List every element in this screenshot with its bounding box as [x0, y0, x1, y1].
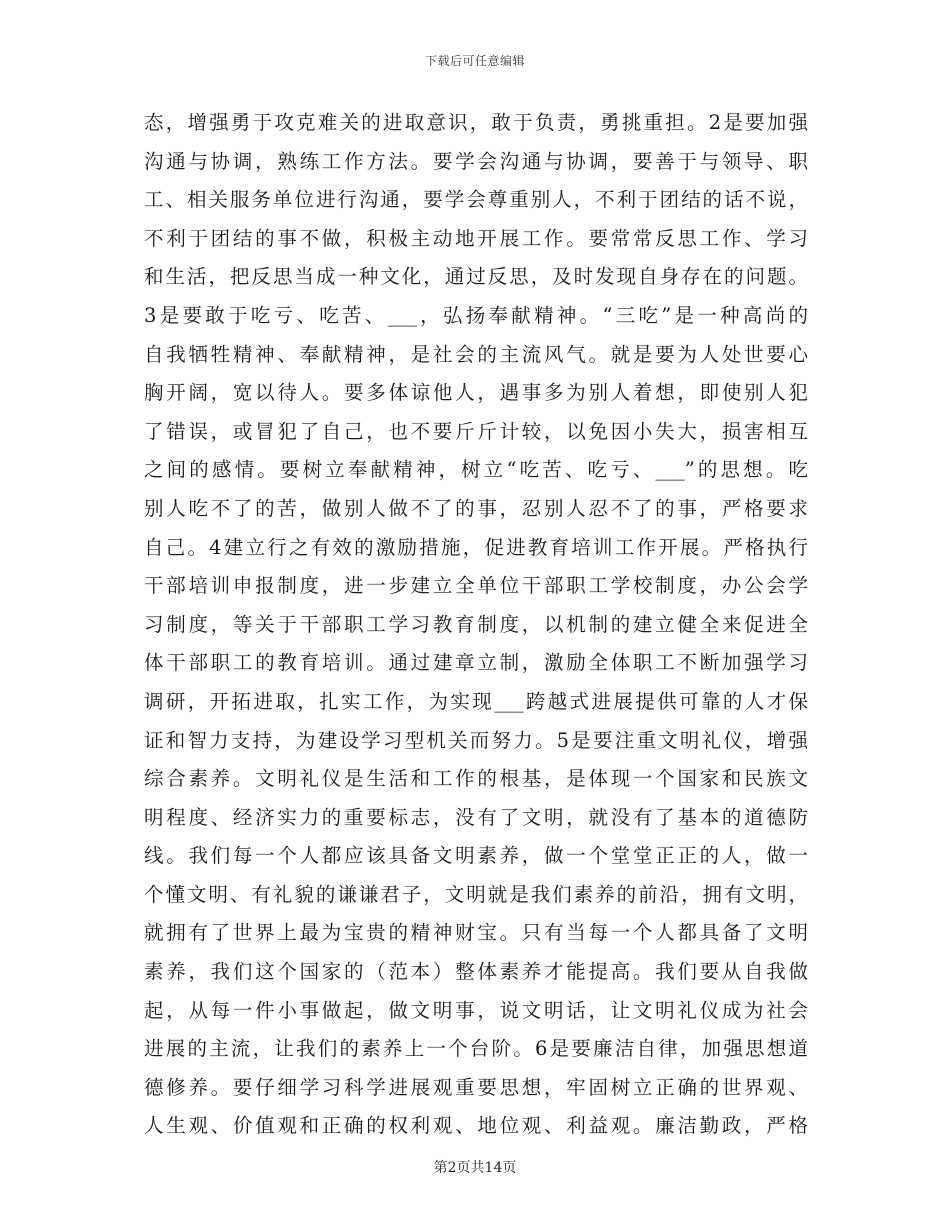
text-line: 态，增强勇于攻克难关的进取意识，敢于负责，勇挑重担。2是要加强: [144, 111, 808, 134]
text-line: 自己。4建立行之有效的激励措施，促进教育培训工作开展。严格执行: [144, 535, 808, 559]
text-line: 就拥有了世界上最为宝贵的精神财宝。只有当每一个人都具备了文明: [144, 921, 808, 945]
text-line: 调研，开拓进取，扎实工作，为实现___跨越式进展提供可靠的人才保: [144, 689, 808, 713]
page-header: 下载后可任意编辑: [424, 54, 525, 68]
body-text: [144, 104, 808, 1146]
text-line: 个懂文明、有礼貌的谦谦君子，文明就是我们素养的前沿，拥有文明，: [144, 882, 808, 906]
text-line: 线。我们每一个人都应该具备文明素养，做一个堂堂正正的人，做一: [144, 844, 808, 868]
text-line: 起，从每一件小事做起，做文明事，说文明话，让文明礼仪成为社会: [144, 998, 808, 1022]
text-line: 证和智力支持，为建设学习型机关而努力。5是要注重文明礼仪，增强: [144, 728, 808, 752]
text-line: 干部培训申报制度，进一步建立全单位干部职工学校制度，办公会学: [144, 574, 808, 598]
text-line: 素养，我们这个国家的（范本）整体素养才能提高。我们要从自我做: [144, 960, 808, 984]
page-footer: 第2页共14页: [433, 1160, 517, 1176]
text-line: 胸开阔，宽以待人。要多体谅他人，遇事多为别人着想，即使别人犯: [144, 381, 808, 405]
text-line: 了错误，或冒犯了自己，也不要斤斤计较，以免因小失大，损害相互: [144, 419, 808, 443]
text-line: 综合素养。文明礼仪是生活和工作的根基，是体现一个国家和民族文: [144, 767, 808, 791]
text-line: 和生活，把反思当成一种文化，通过反思，及时发现自身存在的问题。: [144, 265, 808, 289]
text-line: 明程度、经济实力的重要标志，没有了文明，就没有了基本的道德防: [144, 805, 808, 829]
text-line: 德修养。要仔细学习科学进展观重要思想，牢固树立正确的世界观、: [144, 1075, 808, 1099]
text-line: 不利于团结的事不做，积极主动地开展工作。要常常反思工作、学习: [144, 226, 808, 250]
text-line: 3是要敢于吃亏、吃苦、___，弘扬奉献精神。“三吃”是一种高尚的: [144, 303, 808, 327]
text-line: 沟通与协调，熟练工作方法。要学会沟通与协调，要善于与领导、职: [144, 149, 808, 173]
text-line: 习制度，等关于干部职工学习教育制度，以机制的建立健全来促进全: [144, 612, 808, 636]
text-line: 进展的主流，让我们的素养上一个台阶。6是要廉洁自律，加强思想道: [144, 1037, 808, 1061]
text-line: 之间的感情。要树立奉献精神，树立“吃苦、吃亏、___”的思想。吃: [144, 458, 808, 482]
text-line: 工、相关服务单位进行沟通，要学会尊重别人，不利于团结的话不说，: [144, 188, 808, 212]
text-line: 体干部职工的教育培训。通过建章立制，激励全体职工不断加强学习: [144, 651, 808, 675]
text-line: 人生观、价值观和正确的权利观、地位观、利益观。廉洁勤政，严格: [144, 1114, 808, 1138]
text-line: 自我牺牲精神、奉献精神，是社会的主流风气。就是要为人处世要心: [144, 342, 808, 366]
text-line: 别人吃不了的苦，做别人做不了的事，忍别人忍不了的事，严格要求: [144, 496, 808, 520]
